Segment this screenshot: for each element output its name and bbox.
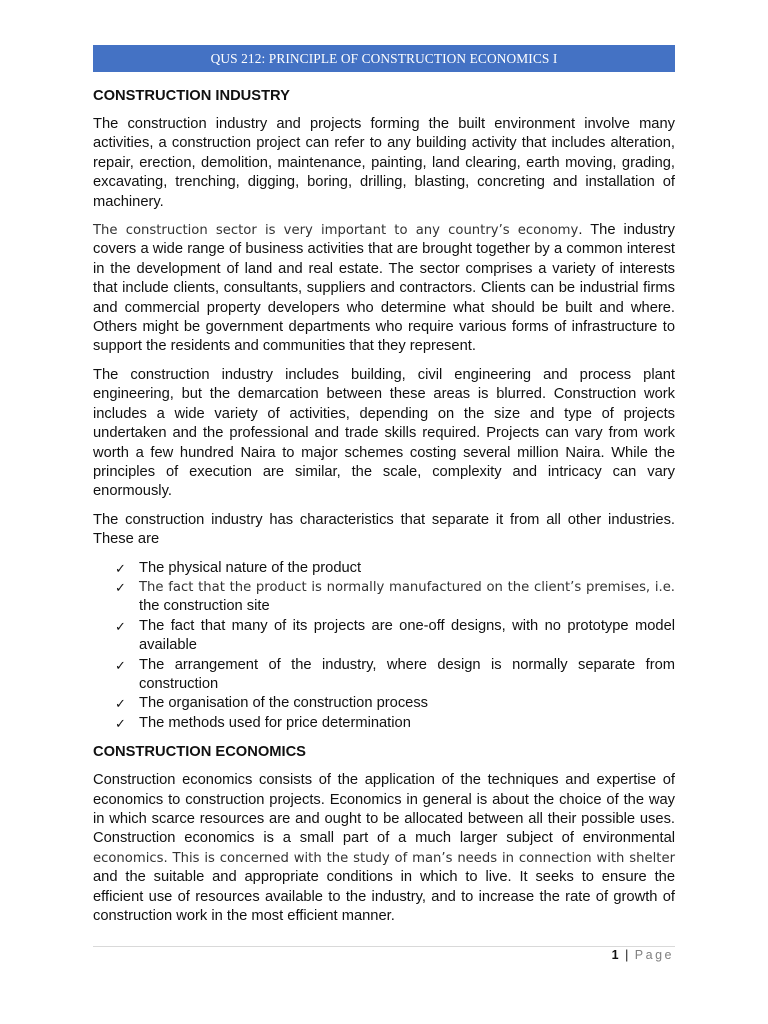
economics-paragraph-1-a: Construction economics consists of the application of the techniques and expertise of economics to construction projects. Economics in general is about the choice of the way in which scarce resources are and ought to be allocated between all their possible uses. Construction economics is a small part of a much larger subject of environmental [93,772,675,847]
list-item [93,656,675,695]
list-item [93,617,675,656]
footer-separator: | [625,948,629,962]
industry-paragraph-2-lead: The construction sector is very important to any country’s economy [93,223,579,239]
industry-paragraph-1: The construction industry and projects forming the built environment involve many activities, a construction project can refer to any building activity that includes alteration, repair, erection, demolition, maintenance, painting, land clearing, earth moving, grading, excavating, trenching, digging, boring, drilling, blasting, concreting and installation of machinery. [93,116,675,210]
industry-paragraph-3: The construction industry includes building, civil engineering and process plant engineering, but the demarcation between these areas is blurred. Construction work includes a wide variety of activities, depending on the size and type of projects undertaken and the professional and trade skills required. Projects can vary from work worth a few hundred Naira to major schemes costing several million Naira. While the principles of execution are similar, the scale, complexity and intricacy can vary enormously. [93,366,675,500]
list-item-text: The methods used for price determination [139,714,411,731]
industry-paragraph-4: The construction industry has characteristics that separate it from all other industries. These are [93,511,675,548]
page-footer [612,948,674,962]
list-item-text: The organisation of the construction process [139,695,429,712]
footer-divider [93,946,675,947]
page-number: 1 [611,948,619,962]
list-item-text-lead: The fact that the product is normally manufactured on the client’s premises, i.e. [139,579,675,595]
economics-paragraph-1 [93,771,675,926]
checkmark-icon: ✓ [115,696,126,712]
list-item [93,714,675,733]
checkmark-icon: ✓ [115,657,126,673]
list-item [93,694,675,713]
header-title: QUS 212: PRINCIPLE OF CONSTRUCTION ECONOMICS I [210,50,558,66]
page-content [93,86,675,935]
list-item-text: the construction site [139,598,270,615]
economics-paragraph-1-alt: economics. This is concerned with the study of man’s needs in connection with shelter [93,850,675,866]
list-item-text: The physical nature of the product [139,559,362,576]
document-header [93,45,675,72]
characteristics-list [93,559,675,734]
checkmark-icon: ✓ [115,579,126,595]
checkmark-icon: ✓ [115,715,126,731]
list-item-text: The arrangement of the industry, where design is normally separate from construction [139,656,675,692]
list-item-text: The fact that many of its projects are one-off designs, with no prototype model available [139,617,675,654]
section-heading-industry: CONSTRUCTION INDUSTRY [93,88,290,104]
industry-paragraph-2-rest: . The industry covers a wide range of business activities that are brought together by a common interest in the development of land and real estate. The sector comprises a variety of interests that include clients, consultants, suppliers and contractors. Clients can be industrial firms and commercial property developers who determine what should be built and where. Others might be government departments who require various forms of infrastructure to support the residents and communities that they represent. [93,222,675,355]
page-label: Page [634,948,674,962]
checkmark-icon: ✓ [115,618,126,634]
checkmark-icon: ✓ [115,560,126,576]
list-item [93,559,675,578]
industry-paragraph-2 [93,221,675,357]
list-item [93,578,675,617]
economics-paragraph-1-b: and the suitable and appropriate conditions in which to live. It seeks to ensure the efficient use of resources available to the industry, and to increase the rate of growth of construction work in the most efficient manner. [93,869,675,925]
section-heading-economics: CONSTRUCTION ECONOMICS [93,744,306,761]
